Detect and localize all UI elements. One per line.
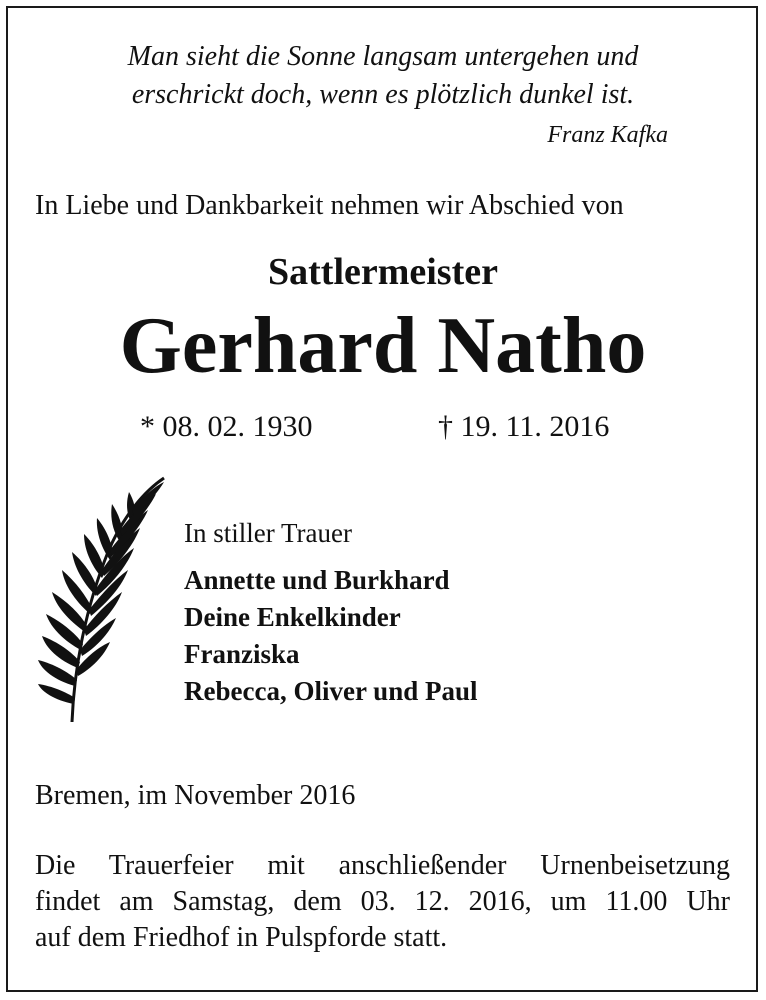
quote-line: erschrickt doch, wenn es plötzlich dunkel ist. — [131, 79, 635, 110]
ceremony-line: auf dem Friedhof in Pulspforde statt. — [35, 922, 448, 953]
birth-date: * 08. 02. 1930 — [140, 410, 313, 443]
quote-line: Man sieht die Sonne langsam untergehen und — [127, 41, 639, 72]
mourner-name: Rebecca, Oliver und Paul — [184, 676, 478, 706]
mourners-list — [184, 562, 478, 710]
death-date: † 19. 11. 2016 — [438, 410, 610, 443]
kafka-quote — [0, 38, 766, 114]
ceremony-notice — [35, 848, 730, 956]
mourner-name: Deine Enkelkinder — [184, 602, 401, 632]
mourning-label: In stiller Trauer — [184, 518, 352, 548]
farewell-intro: In Liebe und Dankbarkeit nehmen wir Abschied von — [35, 190, 624, 221]
ceremony-line: findet am Samstag, dem 03. 12. 2016, um 11.00 Uhr — [35, 886, 730, 917]
mourner-name: Franziska — [184, 639, 300, 669]
place-and-date: Bremen, im November 2016 — [35, 780, 356, 811]
palm-frond-icon — [34, 472, 174, 726]
deceased-profession: Sattlermeister — [268, 251, 498, 293]
quote-author: Franz Kafka — [547, 122, 668, 148]
mourner-name: Annette und Burkhard — [184, 565, 450, 595]
deceased-name: Gerhard Natho — [119, 302, 647, 390]
ceremony-line: Die Trauerfeier mit anschließender Urnenbeisetzung — [35, 850, 730, 881]
